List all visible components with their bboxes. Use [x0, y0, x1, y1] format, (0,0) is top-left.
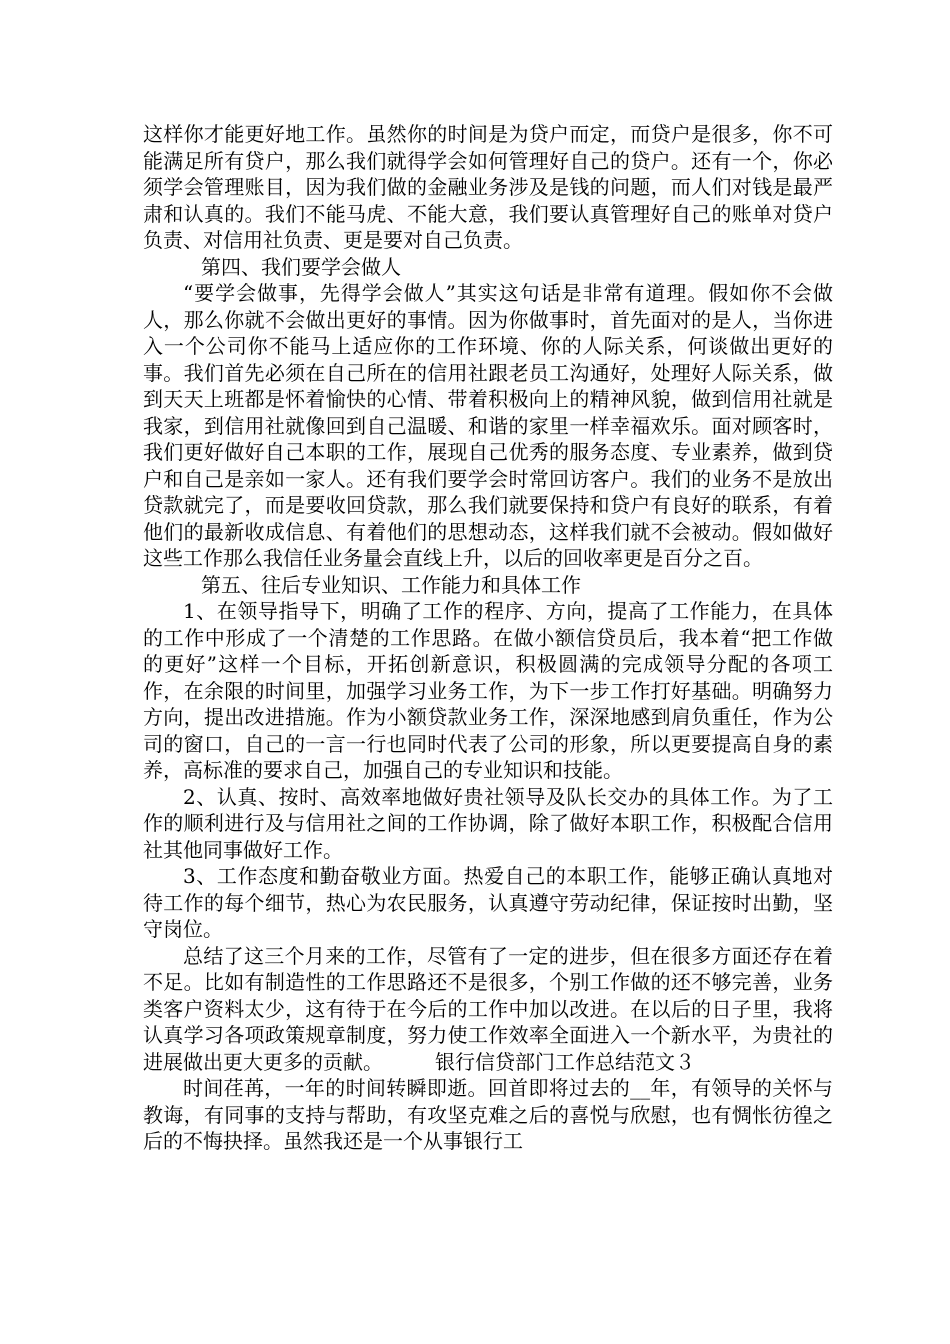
section-heading-fifth: 第五、往后专业知识、工作能力和具体工作	[201, 572, 581, 597]
paragraph-loan-management: 这样你才能更好地工作。虽然你的时间是为贷户而定，而贷户是很多，你不可能满足所有贷户，那么我们就得学会如何管理好自己的贷户。还有一个，你必须学会管理账目，因为我们做的金融业务涉及是钱的问题，而人们对钱是最严肃和认真的。我们不能马虎、不能大意，我们要认真管理好自己的账单对贷户负责、对信用社负责、更是要对自己负责。	[143, 122, 833, 252]
paragraph-item-3: 3、工作态度和勤奋敬业方面。热爱自己的本职工作，能够正确认真地对待工作的每个细节，热心为农民服务，认真遵守劳动纪律，保证按时出勤，坚守岗位。	[143, 864, 833, 941]
paragraph-summary	[143, 943, 833, 1076]
document-page	[143, 121, 833, 1155]
paragraph-item-2: 2、认真、按时、高效率地做好贵社领导及队长交办的具体工作。为了工作的顺利进行及与信用社之间的工作协调，除了做好本职工作，积极配合信用社其他同事做好工作。	[143, 784, 833, 862]
paragraph-item-1: 1、在领导指导下，明确了工作的程序、方向，提高了工作能力，在具体的工作中形成了一个清楚的工作思路。在做小额信贷员后，我本着“把工作做的更好”这样一个目标，开拓创新意识，积极圆满的完成领导分配的各项工作，在余限的时间里，加强学习业务工作，为下一步工作打好基础。明确努力方向，提出改进措施。作为小额贷款业务工作，深深地感到肩负重任，作为公司的窗口，自己的一言一行也同时代表了公司的形象，所以更要提高自身的素养，高标准的要求自己，加强自己的专业知识和技能。	[143, 599, 833, 782]
article-title: 银行信贷部门工作总结范文３	[435, 1049, 695, 1074]
section-heading-fourth: 第四、我们要学会做人	[201, 254, 401, 279]
summary-text: 总结了这三个月来的工作，尽管有了一定的进步，但在很多方面还存在着不足。比如有制造性的工作思路还不是很多，个别工作做的还不够完善，业务类客户资料太少，这有待于在今后的工作中加以改进。在以后的日子里，我将认真学习各项政策规章制度，努力使工作效率全面进入一个新水平，为贵社的进展做出更大更多的贡献。	[143, 943, 833, 1074]
paragraph-learn-to-be-a-person: “要学会做事，先得学会做人”其实这句话是非常有道理。假如你不会做人，那么你就不会做出更好的事情。因为你做事时，首先面对的是人，当你进入一个公司你不能马上适应你的工作环境、你的人际关系，何谈做出更好的事。我们首先必须在自己所在的信用社跟老员工沟通好，处理好人际关系，做到天天上班都是怀着愉快的心情、带着积极向上的精神风貌，做到信用社就是我家，到信用社就像回到自己温暖、和谐的家里一样幸福欢乐。面对顾客时，我们更好做好自己本职的工作，展现自己优秀的服务态度、专业素养，做到贷户和自己是亲如一家人。还有我们要学会时常回访客户。我们的业务不是放出贷款就完了，而是要收回贷款，那么我们就要保持和贷户有良好的联系，有着他们的最新收成信息、有着他们的思想动态，这样我们就不会被动。假如做好这些工作那么我信任业务量会直线上升，以后的回收率更是百分之百。	[143, 281, 833, 570]
paragraph-year-review: 时间荏苒，一年的时间转瞬即逝。回首即将过去的__年，有领导的关怀与教诲，有同事的支持与帮助，有攻坚克难之后的喜悦与欣慰，也有惆怅彷徨之后的不悔抉择。虽然我还是一个从事银行工	[143, 1076, 833, 1153]
